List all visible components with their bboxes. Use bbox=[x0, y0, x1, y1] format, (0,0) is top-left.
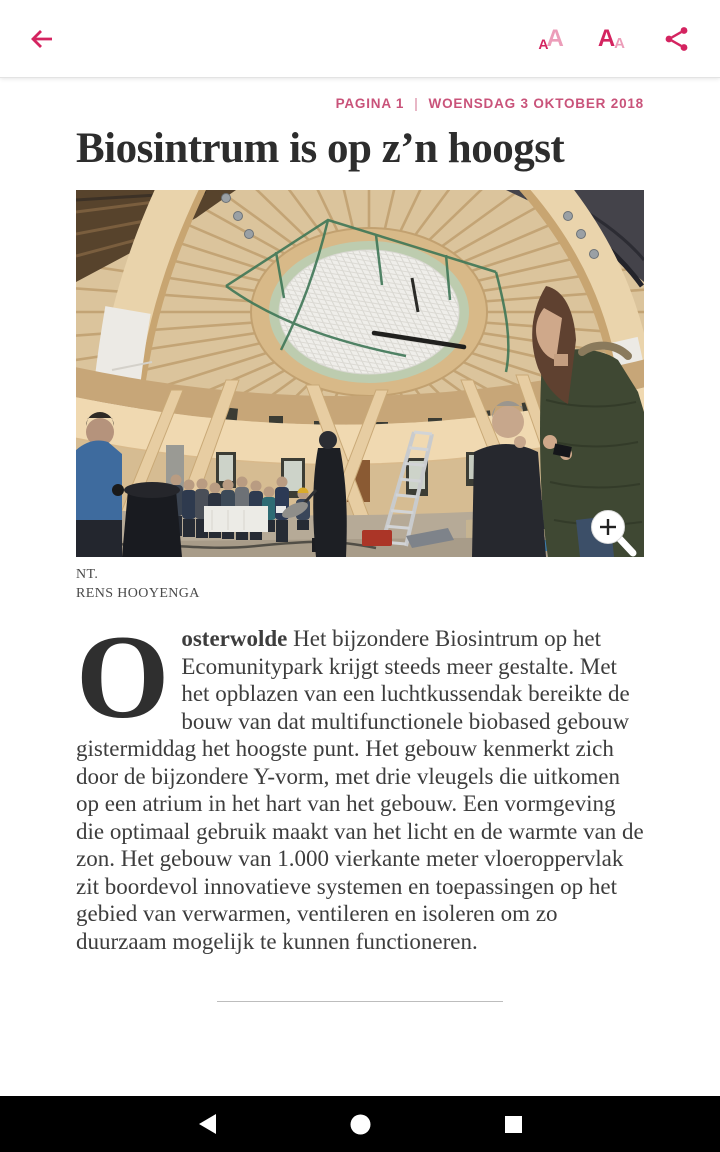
nav-home-button[interactable] bbox=[340, 1096, 380, 1152]
credit-photographer: RENS HOOYENGA bbox=[76, 585, 200, 601]
back-triangle-icon bbox=[199, 1114, 216, 1134]
arrow-left-icon bbox=[26, 23, 58, 55]
photo-credit bbox=[76, 566, 644, 603]
font-increase-button[interactable]: A A bbox=[594, 23, 629, 55]
nav-recents-button[interactable] bbox=[493, 1096, 533, 1152]
drop-cap: O bbox=[76, 610, 170, 744]
body-text: Het bijzondere Biosintrum op het Ecomunitypark krijgt steeds meer gestalte. Met het opblazen van een luchtkussendak bereikte de bouw van dat multifunctionele biobased gebouw gistermiddag het hoogste punt. Het gebouw kenmerkt zich door de bijzondere Y-vorm, met drie vleugels die uitkomen op een atrium in het hart van het gebouw. Een vormgeving die optimaal gebruik maakt van het licht en de warmte van de zon. Het gebouw van 1.000 vierkante meter vloeroppervlak zit boordevol innovatieve systemen en toepassingen op het gebied van verwarmen, ventileren en isoleren om zo duurzaam mogelijk te kunnen functioneren. bbox=[76, 626, 644, 954]
share-button[interactable] bbox=[659, 21, 695, 57]
article-title: Biosintrum is op z’n hoogst bbox=[76, 125, 565, 172]
page-number-label: PAGINA 1 bbox=[335, 96, 405, 111]
text-size-decrease-icon: A bbox=[538, 35, 549, 52]
page-header bbox=[76, 96, 644, 111]
article-photo[interactable] bbox=[76, 190, 644, 557]
article-page bbox=[0, 96, 720, 1002]
credit-agency: NT. bbox=[76, 567, 99, 583]
back-button[interactable] bbox=[22, 19, 62, 59]
article-body bbox=[76, 610, 644, 955]
android-navbar bbox=[0, 1096, 720, 1152]
photo-illustration bbox=[76, 190, 644, 557]
toolbar bbox=[0, 0, 720, 77]
font-decrease-button[interactable]: A A bbox=[534, 23, 567, 55]
date-label: WOENSDAG 3 OKTOBER 2018 bbox=[428, 96, 644, 111]
text-size-increase-icon: A bbox=[597, 24, 616, 52]
section-divider bbox=[217, 1001, 503, 1002]
home-circle-icon bbox=[350, 1114, 371, 1135]
share-icon bbox=[663, 25, 691, 53]
lead-word: osterwolde bbox=[181, 626, 288, 652]
nav-back-button[interactable] bbox=[187, 1096, 227, 1152]
recents-square-icon bbox=[505, 1116, 522, 1133]
header-separator: | bbox=[414, 96, 419, 111]
